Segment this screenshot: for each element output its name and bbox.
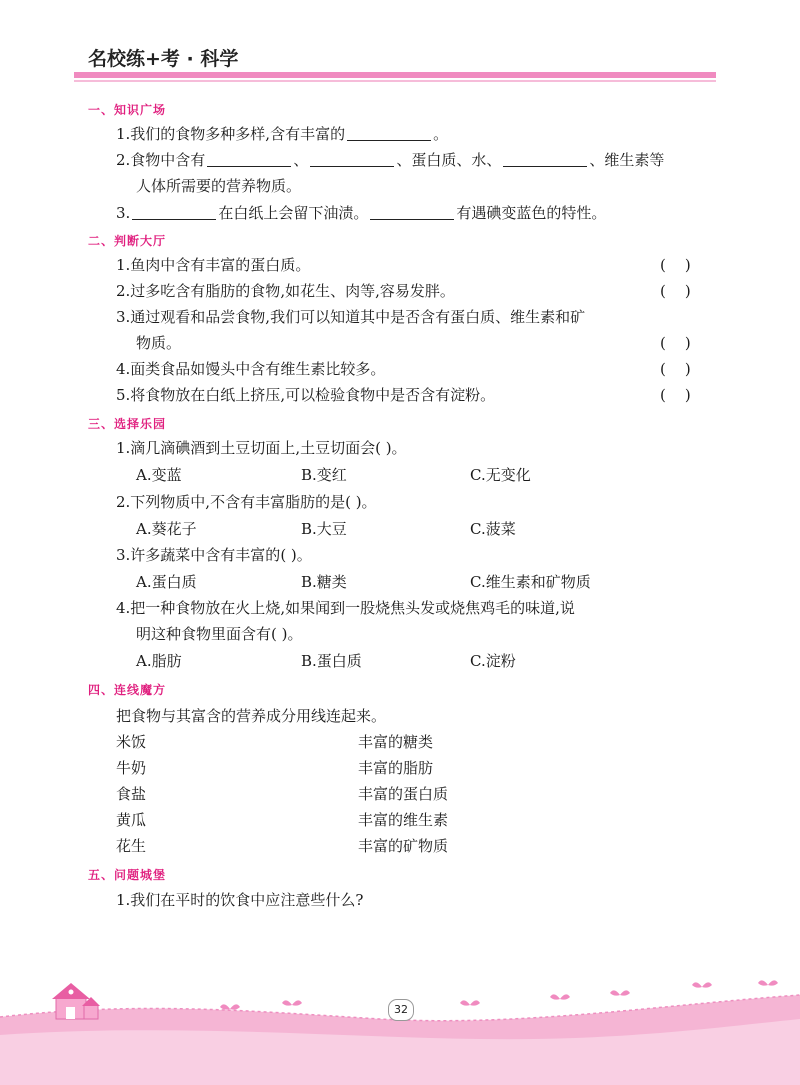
answer-blank[interactable]	[207, 151, 291, 167]
option-a[interactable]: A.脂肪	[136, 652, 182, 670]
section-title-2: 二、判断大厅	[88, 234, 167, 248]
s1-question-2: 2.食物中含有 、 、蛋白质、水、 、维生素等	[116, 151, 665, 169]
s3-question-2: 2.下列物质中,不含有丰富脂肪的是( )。	[116, 493, 377, 511]
section-title-5: 五、问题城堡	[88, 868, 167, 882]
option-b[interactable]: B.变红	[301, 466, 347, 484]
s2-question-2: 2.过多吃含有脂肪的食物,如花生、肉等,容易发胖。	[116, 282, 455, 300]
option-a[interactable]: A.变蓝	[136, 466, 182, 484]
judge-paren-5[interactable]: ( )	[660, 386, 691, 404]
nutrient-item[interactable]: 丰富的脂肪	[358, 759, 434, 777]
nutrient-item[interactable]: 丰富的蛋白质	[358, 785, 449, 803]
s2-question-4: 4.面类食品如馒头中含有维生素比较多。	[116, 360, 386, 378]
s3-question-3: 3.许多蔬菜中含有丰富的( )。	[116, 546, 312, 564]
answer-blank[interactable]	[370, 204, 454, 220]
s5-question-1: 1.我们在平时的饮食中应注意些什么?	[116, 891, 364, 909]
footer-decoration	[0, 975, 800, 1085]
answer-blank[interactable]	[503, 151, 587, 167]
food-item[interactable]: 食盐	[116, 785, 147, 803]
header-divider-thin	[74, 80, 716, 82]
food-item[interactable]: 花生	[116, 837, 147, 855]
option-c[interactable]: C.淀粉	[470, 652, 516, 670]
judge-paren-4[interactable]: ( )	[660, 360, 691, 378]
option-c[interactable]: C.菠菜	[470, 520, 516, 538]
s3-question-4-cont: 明这种食物里面含有( )。	[136, 625, 303, 643]
s1-question-1: 1.我们的食物多种多样,含有丰富的 。	[116, 125, 449, 143]
section-title-4: 四、连线魔方	[88, 683, 167, 697]
s2-question-3-cont: 物质。	[136, 334, 182, 352]
house-decoration-icon	[52, 983, 100, 1019]
s3-question-1: 1.滴几滴碘酒到土豆切面上,土豆切面会( )。	[116, 439, 407, 457]
option-a[interactable]: A.葵花子	[136, 520, 197, 538]
judge-paren-3[interactable]: ( )	[660, 334, 691, 352]
option-b[interactable]: B.糖类	[301, 573, 347, 591]
nutrient-item[interactable]: 丰富的糖类	[358, 733, 434, 751]
header-divider	[74, 72, 716, 78]
section-title-1: 一、知识广场	[88, 103, 167, 117]
option-b[interactable]: B.大豆	[301, 520, 347, 538]
nutrient-item[interactable]: 丰富的维生素	[358, 811, 449, 829]
judge-paren-2[interactable]: ( )	[660, 282, 691, 300]
s1-question-2-cont: 人体所需要的营养物质。	[136, 177, 302, 195]
s1-question-3: 3. 在白纸上会留下油渍。 有遇碘变蓝色的特性。	[116, 204, 607, 222]
answer-blank[interactable]	[132, 204, 216, 220]
book-title: 名校练+考 · 科学	[88, 48, 239, 70]
s2-question-3: 3.通过观看和品尝食物,我们可以知道其中是否含有蛋白质、维生素和矿	[116, 308, 586, 326]
food-item[interactable]: 米饭	[116, 733, 147, 751]
s2-question-5: 5.将食物放在白纸上挤压,可以检验食物中是否含有淀粉。	[116, 386, 496, 404]
s2-question-1: 1.鱼肉中含有丰富的蛋白质。	[116, 256, 311, 274]
s3-question-4: 4.把一种食物放在火上烧,如果闻到一股烧焦头发或烧焦鸡毛的味道,说	[116, 599, 575, 617]
section-title-3: 三、选择乐园	[88, 417, 167, 431]
option-b[interactable]: B.蛋白质	[301, 652, 362, 670]
judge-paren-1[interactable]: ( )	[660, 256, 691, 274]
page-number: 32	[388, 999, 414, 1021]
answer-blank[interactable]	[347, 125, 431, 141]
food-item[interactable]: 牛奶	[116, 759, 147, 777]
s4-instruction: 把食物与其富含的营养成分用线连起来。	[116, 707, 387, 725]
nutrient-item[interactable]: 丰富的矿物质	[358, 837, 449, 855]
option-c[interactable]: C.无变化	[470, 466, 531, 484]
option-a[interactable]: A.蛋白质	[136, 573, 197, 591]
food-item[interactable]: 黄瓜	[116, 811, 147, 829]
answer-blank[interactable]	[310, 151, 394, 167]
option-c[interactable]: C.维生素和矿物质	[470, 573, 591, 591]
